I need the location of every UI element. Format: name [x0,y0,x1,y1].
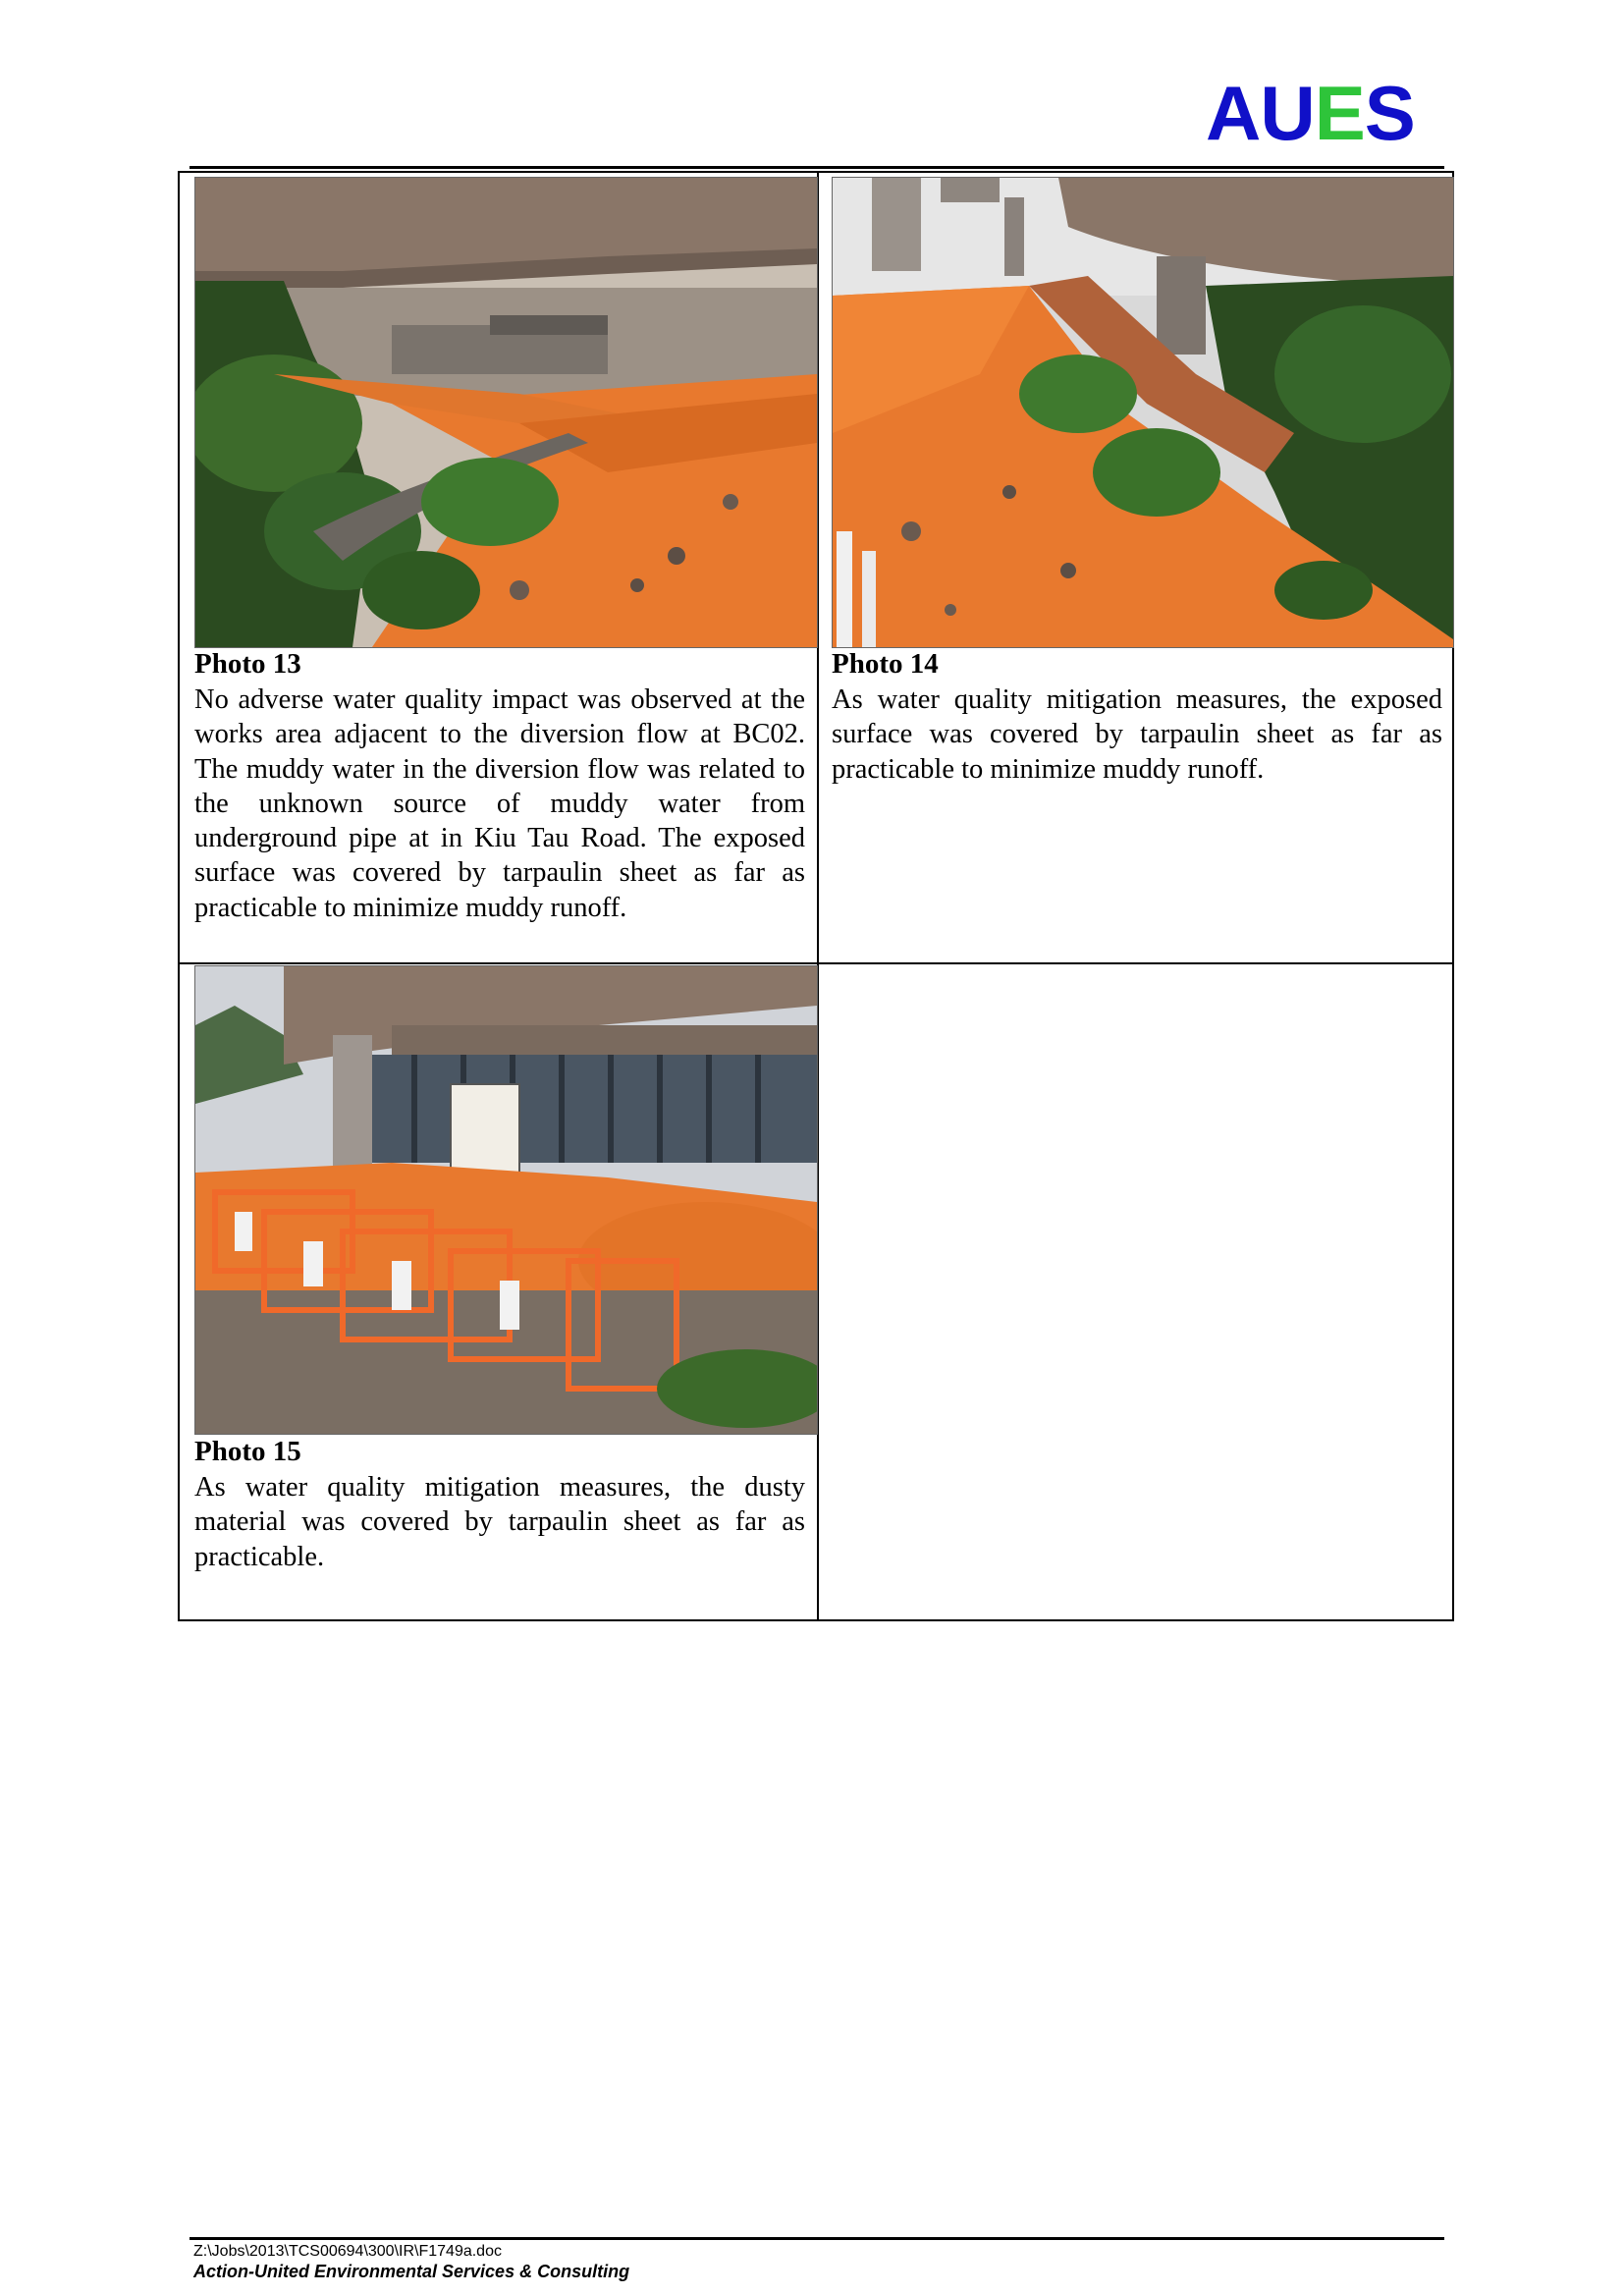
logo-letter-e: E [1314,70,1365,156]
footer-divider [189,2237,1444,2240]
logo-letter-a: A [1206,70,1261,156]
footer-company-name: Action-United Environmental Services & Consulting [193,2262,630,2281]
logo-letter-s: S [1364,70,1415,156]
footer-file-path: Z:\Jobs\2013\TCS00694\300\IR\F1749a.doc [193,2243,502,2260]
photo-cell-13 [180,173,818,962]
photo-14-title: Photo 14 [832,648,939,680]
header-divider [189,166,1444,169]
company-logo [1206,70,1441,156]
empty-cell [818,963,1454,1621]
photo-15-image [194,965,818,1435]
photo-14-image [832,177,1454,648]
photo-cell-14 [818,173,1454,962]
photo-table [178,171,1454,1621]
photo-15-caption: As water quality mitigation measures, the dusty material was covered by tarpaulin sheet as far as practicable. [194,1472,805,1572]
photo-14-caption: As water quality mitigation measures, the exposed surface was covered by tarpaulin sheet as far as practicable to minimize muddy runoff. [832,684,1442,785]
photo-13-image [194,177,818,648]
photo-13-caption: No adverse water quality impact was observed at the works area adjacent to the diversion flow at BC02. The muddy water in the diversion flow was related to the unknown source of muddy water from underground pipe at in Kiu Tau Road. The exposed surface was covered by tarpaulin sheet as far as practicable to minimize muddy runoff. [194,684,805,923]
photo-15-title: Photo 15 [194,1436,301,1467]
logo-letter-u: U [1260,70,1315,156]
photo-cell-15 [180,963,818,1621]
photo-13-title: Photo 13 [194,648,301,680]
